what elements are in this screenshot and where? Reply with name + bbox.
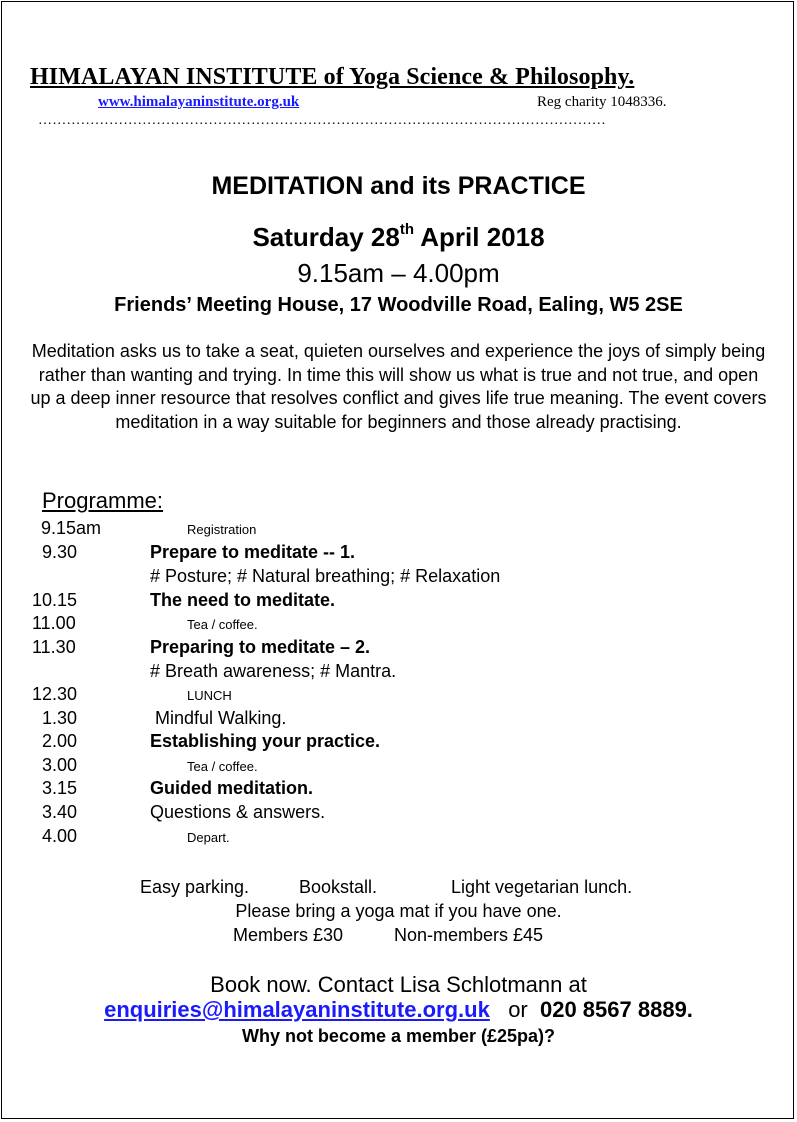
programme-detail: # Breath awareness; # Mantra.	[150, 661, 397, 681]
parking-note: Easy parking.	[140, 877, 250, 897]
programme-label: Establishing your practice.	[150, 731, 381, 751]
book-now-text: Book now. Contact Lisa Schlotmann at	[210, 972, 587, 997]
membership-prompt: Why not become a member (£25pa)?	[241, 1026, 556, 1046]
event-time: 9.15am – 4.00pm	[297, 258, 500, 288]
programme-label: Questions & answers.	[150, 802, 326, 822]
programme-time: 12.30	[32, 684, 78, 704]
website-link[interactable]: www.himalayaninstitute.org.uk	[98, 94, 300, 110]
event-date-ordinal: th	[399, 221, 415, 239]
email-link[interactable]: enquiries@himalayaninstitute.org.uk	[104, 997, 490, 1022]
programme-label: The need to meditate.	[150, 590, 336, 610]
programme-label: Mindful Walking.	[155, 708, 287, 728]
or-text: or	[508, 997, 528, 1022]
programme-time: 11.30	[32, 637, 76, 657]
nonmembers-price: Non-members £45	[394, 925, 544, 945]
programme-label: Prepare to meditate -- 1.	[150, 542, 356, 562]
dotted-divider: …………………………………………………………………………………………………………	[38, 113, 606, 127]
charity-number: Reg charity 1048336.	[537, 94, 667, 110]
programme-detail: # Posture; # Natural breathing; # Relaxation	[150, 566, 501, 586]
programme-time: 10.15	[32, 590, 78, 610]
programme-label: Guided meditation.	[150, 778, 314, 798]
programme-label: Preparing to meditate – 2.	[150, 637, 371, 657]
programme-time: 3.00	[42, 755, 78, 775]
programme-time: 1.30	[42, 708, 78, 728]
event-date-prefix: Saturday 28	[252, 222, 400, 252]
programme-label: Tea / coffee.	[187, 759, 258, 774]
programme-time: 9.30	[42, 542, 78, 562]
programme-time: 3.40	[42, 802, 78, 822]
programme-label: Tea / coffee.	[187, 617, 258, 632]
programme-time: 11.00	[32, 613, 76, 633]
contact-line	[0, 997, 797, 1023]
programme-time: 2.00	[42, 731, 78, 751]
programme-time: 9.15am	[41, 518, 102, 538]
programme-time: 4.00	[42, 826, 78, 846]
programme-label: LUNCH	[187, 688, 232, 703]
phone-number: 020 8567 8889.	[539, 997, 693, 1022]
programme-time: 3.15	[42, 778, 78, 798]
event-title: MEDITATION and its PRACTICE	[211, 172, 586, 200]
bookstall-note: Bookstall.	[299, 877, 378, 897]
event-date	[0, 222, 797, 253]
event-venue: Friends’ Meeting House, 17 Woodville Road, Ealing, W5 2SE	[114, 294, 683, 316]
lunch-note: Light vegetarian lunch.	[451, 877, 633, 897]
event-description: Meditation asks us to take a seat, quieten ourselves and experience the joys of simply being rather than wanting and trying. In time this will show us what is true and not true, and open up a deep inner resource that resolves conflict and gives life true meaning. The event covers meditation in a way suitable for beginners and those already practising.	[30, 341, 767, 432]
programme-label: Depart.	[187, 830, 230, 845]
programme-label: Registration	[187, 522, 257, 537]
members-price: Members £30	[233, 925, 344, 945]
page-border	[1, 1, 794, 1119]
event-date-suffix: April 2018	[414, 222, 545, 252]
yoga-mat-note: Please bring a yoga mat if you have one.	[235, 901, 562, 921]
programme-heading: Programme:	[42, 488, 164, 513]
org-title: HIMALAYAN INSTITUTE of Yoga Science & Philosophy.	[30, 64, 635, 90]
